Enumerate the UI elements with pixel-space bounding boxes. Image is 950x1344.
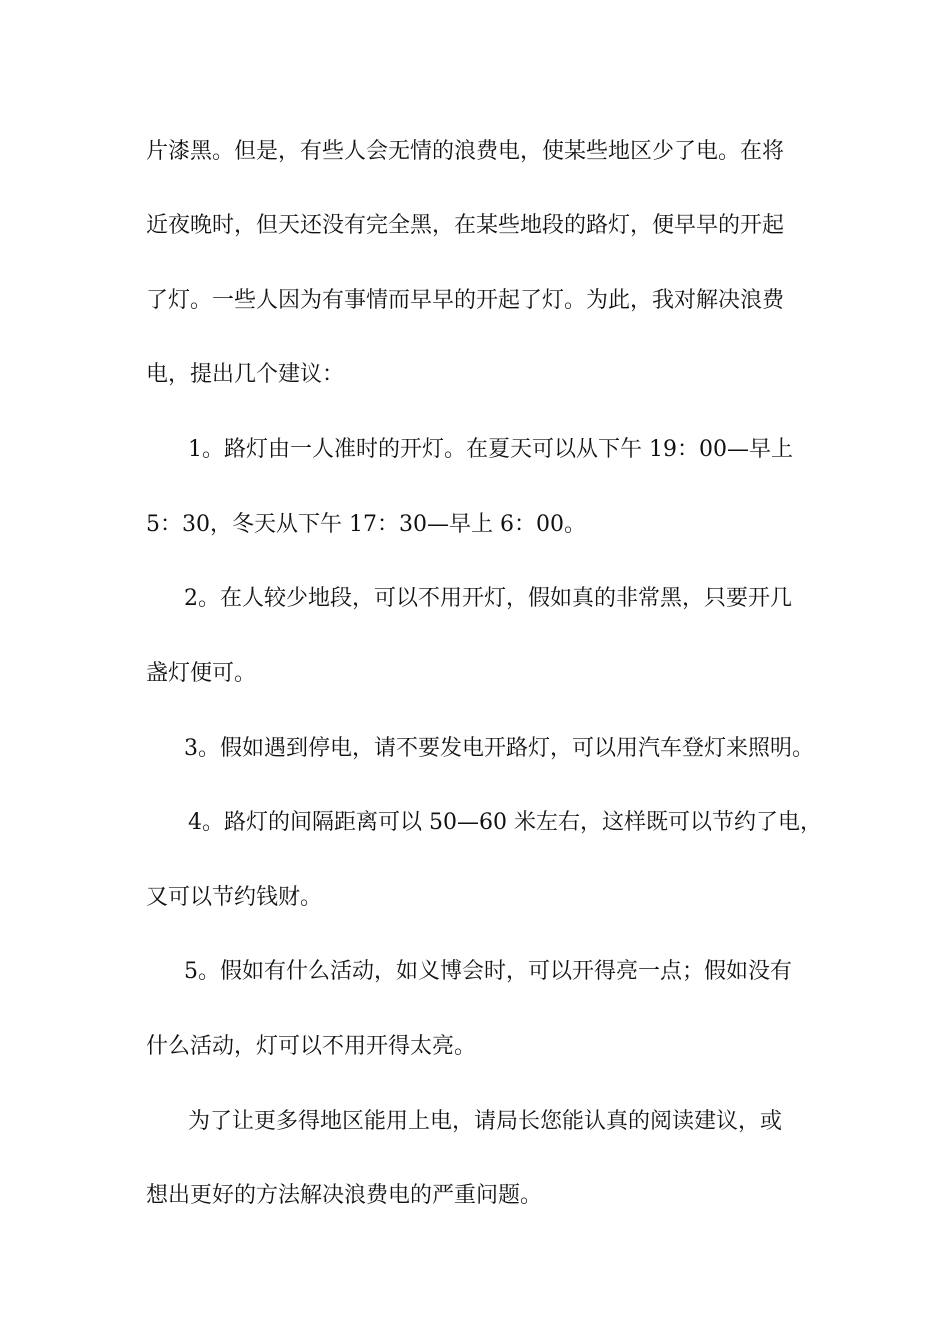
closing-paragraph-line: 想出更好的方法解决浪费电的严重问题。: [146, 1183, 543, 1208]
suggestion-4-line: 4。路灯的间隔距离可以 50—60 米左右，这样既可以节约了电，: [188, 810, 822, 835]
paragraph-line: 电，提出几个建议：: [146, 362, 345, 387]
suggestion-2-line: 盏灯便可。: [146, 661, 257, 686]
suggestion-4-line: 又可以节约钱财。: [146, 885, 323, 910]
suggestion-5-line: 什么活动，灯可以不用开得太亮。: [146, 1034, 477, 1059]
paragraph-line: 近夜晚时，但天还没有完全黑，在某些地段的路灯，便早早的开起: [146, 213, 785, 238]
suggestion-1-line: 1。路灯由一人准时的开灯。在夏天可以从下午 19：00—早上: [188, 437, 793, 462]
suggestion-3-line: 3。假如遇到停电，请不要发电开路灯，可以用汽车登灯来照明。: [184, 736, 814, 761]
paragraph-line: 了灯。一些人因为有事情而早早的开起了灯。为此，我对解决浪费: [146, 288, 785, 313]
suggestion-5-line: 5。假如有什么活动，如义博会时，可以开得亮一点；假如没有: [184, 959, 792, 984]
suggestion-2-line: 2。在人较少地段，可以不用开灯，假如真的非常黑，只要开几: [184, 586, 792, 611]
suggestion-1-line: 5：30，冬天从下午 17：30—早上 6：00。: [146, 512, 586, 537]
paragraph-line: 片漆黑。但是，有些人会无情的浪费电，使某些地区少了电。在将: [146, 139, 785, 164]
closing-paragraph-line: 为了让更多得地区能用上电，请局长您能认真的阅读建议，或: [188, 1109, 783, 1134]
